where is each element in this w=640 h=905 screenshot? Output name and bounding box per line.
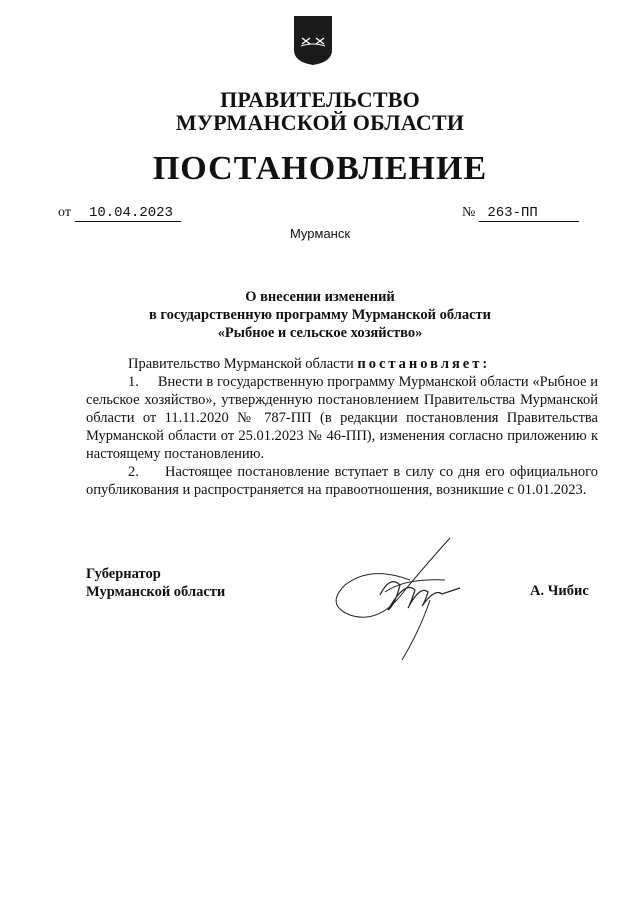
document-subject: [0, 288, 640, 342]
document-number: 263-ПП: [479, 205, 579, 222]
date-prefix: от: [58, 205, 71, 220]
signatory-position: [86, 565, 225, 601]
document-date: 10.04.2023: [75, 205, 181, 222]
subject-line2: в государственную программу Мурманской области: [148, 307, 492, 323]
position-line2: Мурманской области: [86, 584, 226, 600]
decree-word: постановляет:: [357, 356, 491, 372]
intro-paragraph: [86, 355, 598, 373]
date-block: [58, 203, 181, 222]
org-name-line1: ПРАВИТЕЛЬСТВО: [220, 87, 420, 112]
document-body: [86, 355, 598, 499]
number-prefix: №: [462, 205, 476, 220]
number-block: [462, 203, 579, 222]
document-type: ПОСТАНОВЛЕНИЕ: [152, 150, 488, 187]
item-1: 1. Внести в государственную программу Мурманской области «Рыбное и сельское хозяйство», утвержденную постановлением Правительства Мурманской области от 11.11.2020 № 787-ПП (в редакции постановления Правительства Мурманской области от 25.01.2023 № 46-ПП), изменения согласно приложению к настоящему постановлению.: [86, 374, 598, 462]
intro-text: Правительство Мурманской области: [128, 356, 354, 372]
coat-of-arms-icon: [292, 14, 334, 66]
subject-line1: О внесении изменений: [245, 289, 395, 305]
signature-icon: [310, 530, 510, 665]
org-name-line2: МУРМАНСКОЙ ОБЛАСТИ: [175, 110, 465, 135]
city: Мурманск: [289, 226, 351, 241]
signatory-name: А. Чибис: [530, 583, 589, 599]
position-line1: Губернатор: [86, 566, 161, 582]
subject-line3: «Рыбное и сельское хозяйство»: [217, 325, 423, 341]
item-2: 2. Настоящее постановление вступает в силу со дня его официального опубликования и распространяется на правоотношения, возникшие с 01.01.2023.: [86, 464, 598, 498]
